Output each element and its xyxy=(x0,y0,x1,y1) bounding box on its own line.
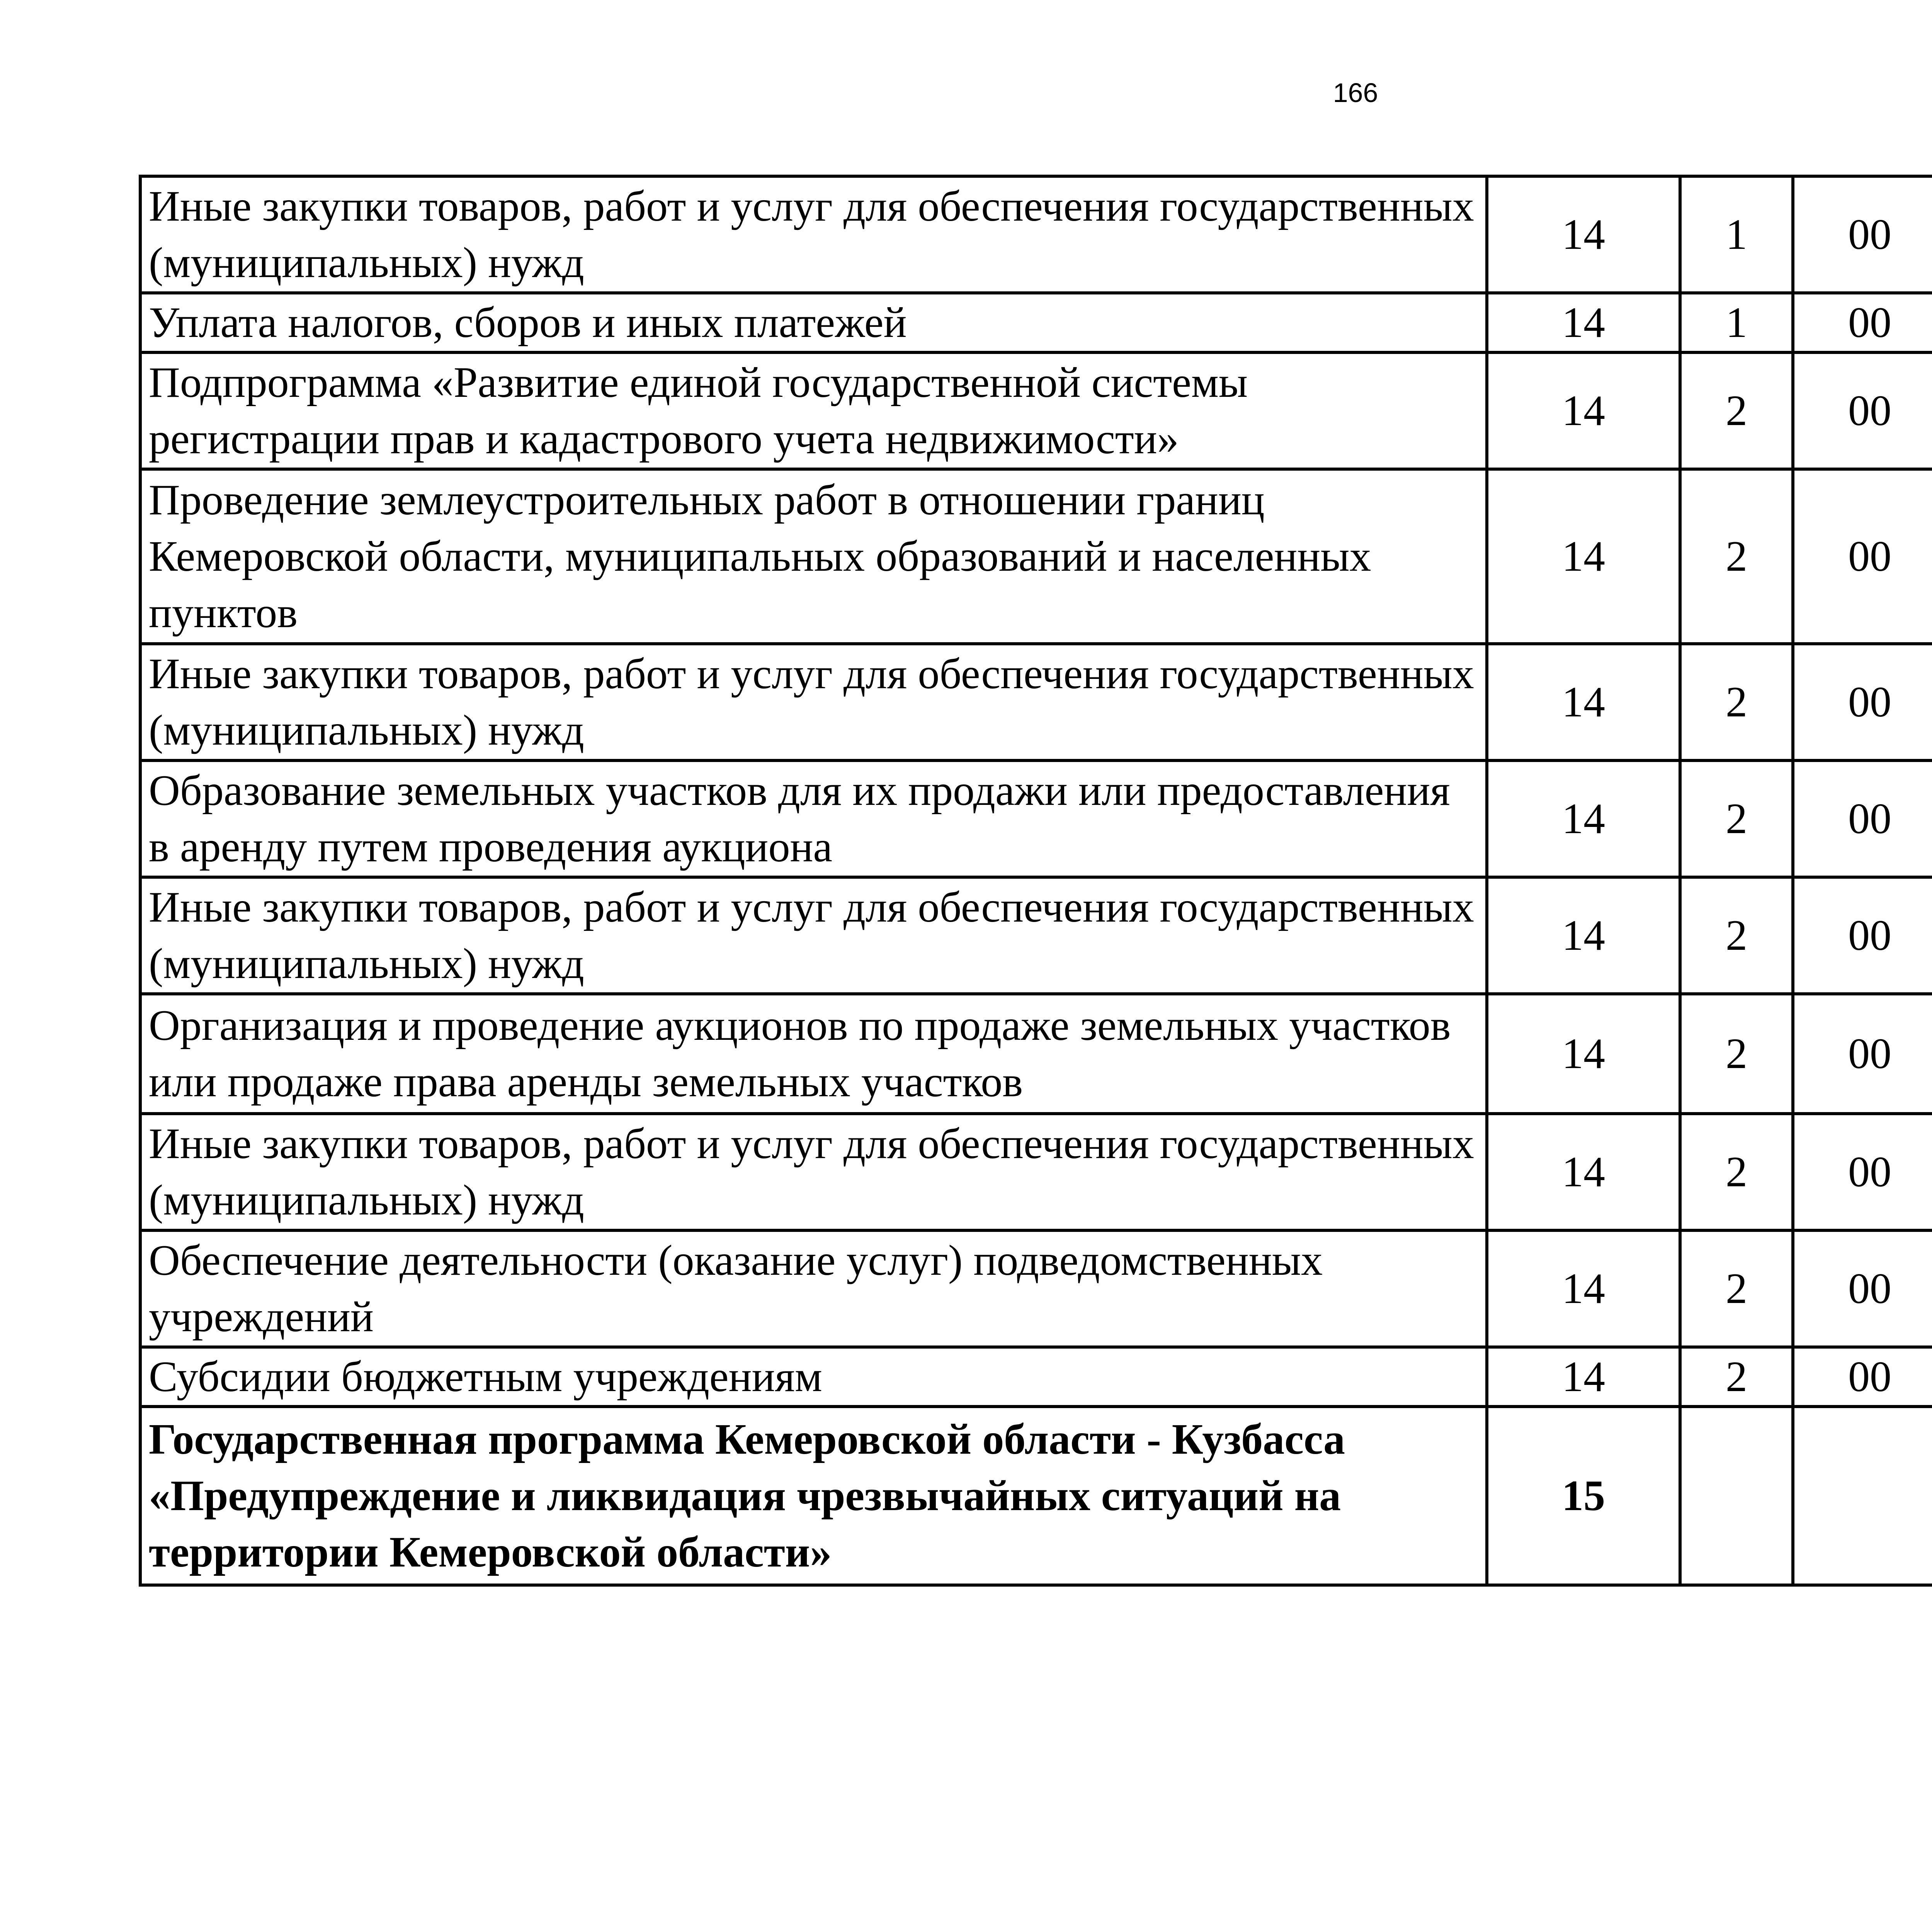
row-code-1-cell: 15 xyxy=(1487,1407,1680,1585)
row-code-1-cell: 14 xyxy=(1487,469,1680,644)
row-code-3-cell: 00 xyxy=(1793,644,1932,760)
row-code-3-cell: 00 xyxy=(1793,1347,1932,1407)
table-row xyxy=(140,469,1932,644)
row-name-cell: Иные закупки товаров, работ и услуг для обеспечения государственных (муниципальных) нужд xyxy=(140,644,1487,760)
row-code-3-cell: 00 xyxy=(1793,877,1932,994)
row-name-cell: Иные закупки товаров, работ и услуг для обеспечения государственных (муниципальных) нужд xyxy=(140,877,1487,994)
row-name-cell: Организация и проведение аукционов по продаже земельных участков или продаже права аренды земельных участков xyxy=(140,994,1487,1114)
row-code-3-cell: 00 xyxy=(1793,469,1932,644)
row-code-1-cell: 14 xyxy=(1487,352,1680,469)
row-code-2-cell: 1 xyxy=(1680,293,1793,352)
row-code-1-cell: 14 xyxy=(1487,293,1680,352)
row-name-cell: Подпрограмма «Развитие единой государственной системы регистрации прав и кадастрового учета недвижимости» xyxy=(140,352,1487,469)
table-body xyxy=(140,176,1932,1585)
row-name-cell: Уплата налогов, сборов и иных платежей xyxy=(140,293,1487,352)
row-code-3-cell: 00 xyxy=(1793,293,1932,352)
table-row xyxy=(140,877,1932,994)
row-code-2-cell: 2 xyxy=(1680,352,1793,469)
row-code-3-cell: 00 xyxy=(1793,760,1932,877)
row-code-1-cell: 14 xyxy=(1487,1114,1680,1230)
row-code-1-cell: 14 xyxy=(1487,877,1680,994)
row-name-cell: Государственная программа Кемеровской области - Кузбасса «Предупреждение и ликвидация чрезвычайных ситуаций на территории Кемеровской области» xyxy=(140,1407,1487,1585)
row-name-cell: Иные закупки товаров, работ и услуг для обеспечения государственных (муниципальных) нужд xyxy=(140,1114,1487,1230)
row-name-cell: Субсидии бюджетным учреждениям xyxy=(140,1347,1487,1407)
row-code-3-cell: 00 xyxy=(1793,994,1932,1114)
row-code-2-cell: 2 xyxy=(1680,1230,1793,1347)
row-code-3-cell xyxy=(1793,1407,1932,1585)
table-row xyxy=(140,644,1932,760)
row-code-3-cell: 00 xyxy=(1793,352,1932,469)
table-row xyxy=(140,1114,1932,1230)
table-row xyxy=(140,176,1932,293)
table-row xyxy=(140,1230,1932,1347)
row-code-2-cell xyxy=(1680,1407,1793,1585)
row-code-2-cell: 2 xyxy=(1680,469,1793,644)
row-code-1-cell: 14 xyxy=(1487,176,1680,293)
row-name-cell: Обеспечение деятельности (оказание услуг) подведомственных учреждений xyxy=(140,1230,1487,1347)
row-code-1-cell: 14 xyxy=(1487,760,1680,877)
row-code-2-cell: 1 xyxy=(1680,176,1793,293)
row-code-2-cell: 2 xyxy=(1680,760,1793,877)
table-row xyxy=(140,1347,1932,1407)
budget-table xyxy=(139,175,1932,1587)
page-number: 166 xyxy=(1333,78,1378,108)
table-row xyxy=(140,1407,1932,1585)
table-row xyxy=(140,760,1932,877)
row-code-3-cell: 00 xyxy=(1793,1230,1932,1347)
row-name-cell: Проведение землеустроительных работ в отношении границ Кемеровской области, муниципальных образований и населенных пунктов xyxy=(140,469,1487,644)
row-name-cell: Иные закупки товаров, работ и услуг для обеспечения государственных (муниципальных) нужд xyxy=(140,176,1487,293)
row-code-2-cell: 2 xyxy=(1680,1114,1793,1230)
row-code-2-cell: 2 xyxy=(1680,1347,1793,1407)
row-name-cell: Образование земельных участков для их продажи или предоставления в аренду путем проведения аукциона xyxy=(140,760,1487,877)
row-code-1-cell: 14 xyxy=(1487,1347,1680,1407)
table-row xyxy=(140,352,1932,469)
table-row xyxy=(140,994,1932,1114)
row-code-3-cell: 00 xyxy=(1793,1114,1932,1230)
table-row xyxy=(140,293,1932,352)
row-code-2-cell: 2 xyxy=(1680,644,1793,760)
row-code-2-cell: 2 xyxy=(1680,877,1793,994)
row-code-1-cell: 14 xyxy=(1487,644,1680,760)
row-code-1-cell: 14 xyxy=(1487,994,1680,1114)
row-code-2-cell: 2 xyxy=(1680,994,1793,1114)
row-code-1-cell: 14 xyxy=(1487,1230,1680,1347)
row-code-3-cell: 00 xyxy=(1793,176,1932,293)
